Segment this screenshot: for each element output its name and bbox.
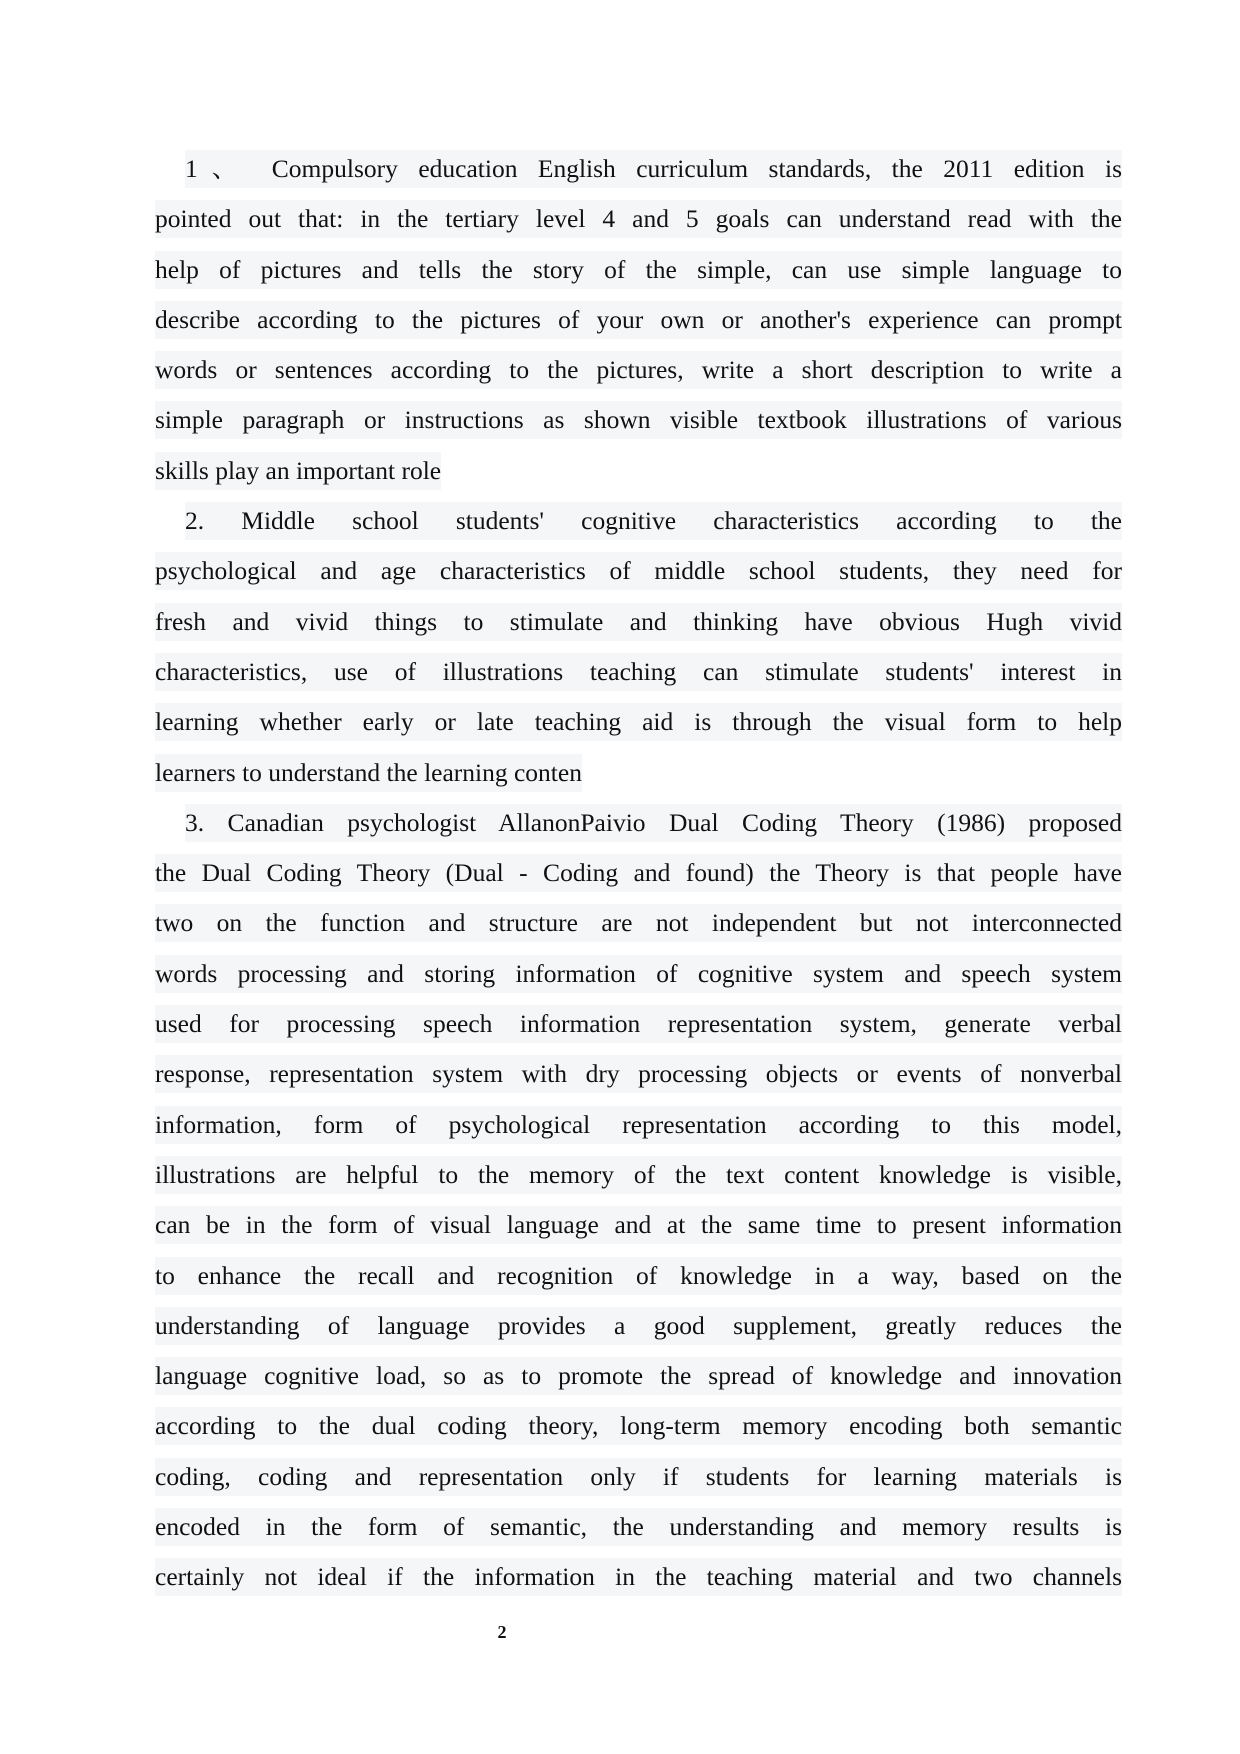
paragraph-1-line-3	[155, 247, 1122, 297]
page-number: 2	[497, 1622, 507, 1642]
text-line: illustrations are helpful to the memory of the text content knowledge is visible,	[155, 1156, 1122, 1194]
text-line: used for processing speech information representation system, generate verbal	[155, 1005, 1122, 1043]
paragraph-3-line-16	[155, 1554, 1122, 1604]
paragraph-3-line-2	[155, 850, 1122, 900]
paragraph-2-line-3	[155, 599, 1122, 649]
paragraph-3-line-7	[155, 1102, 1122, 1152]
paragraph-3-line-6	[155, 1051, 1122, 1101]
text-line: the Dual Coding Theory (Dual - Coding and found) the Theory is that people have	[155, 854, 1122, 892]
paragraph-3-line-5	[155, 1001, 1122, 1051]
text-line: language cognitive load, so as to promote the spread of knowledge and innovation	[155, 1357, 1122, 1395]
paragraph-2-line-2	[155, 548, 1122, 598]
text-line: 3. Canadian psychologist AllanonPaivio Dual Coding Theory (1986) proposed	[185, 804, 1122, 842]
text-line: characteristics, use of illustrations teaching can stimulate students' interest in	[155, 653, 1122, 691]
text-line: understanding of language provides a good supplement, greatly reduces the	[155, 1307, 1122, 1345]
paragraph-3-line-4	[155, 951, 1122, 1001]
paragraph-1-line-6	[155, 397, 1122, 447]
paragraph-2-line-5	[155, 699, 1122, 749]
text-line: skills play an important role	[155, 452, 441, 490]
paragraph-3-line-10	[155, 1253, 1122, 1303]
paragraph-3-line-14	[155, 1454, 1122, 1504]
text-line: can be in the form of visual language and at the same time to present information	[155, 1206, 1122, 1244]
body-text	[155, 146, 1122, 1605]
text-line: simple paragraph or instructions as shown visible textbook illustrations of various	[155, 401, 1122, 439]
text-line: information, form of psychological representation according to this model,	[155, 1106, 1122, 1144]
text-line: to enhance the recall and recognition of knowledge in a way, based on the	[155, 1257, 1122, 1295]
paragraph-3-line-1	[155, 800, 1122, 850]
paragraph-3-line-3	[155, 900, 1122, 950]
paragraph-1-line-2	[155, 196, 1122, 246]
paragraph-2-line-1	[155, 498, 1122, 548]
paragraph-1-line-4	[155, 297, 1122, 347]
text-line: 2. Middle school students' cognitive characteristics according to the	[185, 502, 1122, 540]
text-line: pointed out that: in the tertiary level 4 and 5 goals can understand read with the	[155, 200, 1122, 238]
text-line: describe according to the pictures of your own or another's experience can prompt	[155, 301, 1122, 339]
paragraph-3-line-15	[155, 1504, 1122, 1554]
text-line: words or sentences according to the pictures, write a short description to write a	[155, 351, 1122, 389]
paragraph-1-line-5	[155, 347, 1122, 397]
paragraph-3-line-9	[155, 1202, 1122, 1252]
text-line: 1、 Compulsory education English curriculum standards, the 2011 edition is	[185, 150, 1122, 188]
paragraph-2-line-4	[155, 649, 1122, 699]
text-line: fresh and vivid things to stimulate and thinking have obvious Hugh vivid	[155, 603, 1122, 641]
text-line: encoded in the form of semantic, the understanding and memory results is	[155, 1508, 1122, 1546]
text-line: help of pictures and tells the story of the simple, can use simple language to	[155, 251, 1122, 289]
paragraph-3-line-12	[155, 1353, 1122, 1403]
text-line: psychological and age characteristics of middle school students, they need for	[155, 552, 1122, 590]
text-line: response, representation system with dry processing objects or events of nonverbal	[155, 1055, 1122, 1093]
paragraph-3-line-8	[155, 1152, 1122, 1202]
text-line: two on the function and structure are not independent but not interconnected	[155, 904, 1122, 942]
text-line: learning whether early or late teaching aid is through the visual form to help	[155, 703, 1122, 741]
text-line: words processing and storing information of cognitive system and speech system	[155, 955, 1122, 993]
text-line: learners to understand the learning conten	[155, 754, 582, 792]
text-line: coding, coding and representation only if students for learning materials is	[155, 1458, 1122, 1496]
paragraph-1-line-1	[155, 146, 1122, 196]
paragraph-3-line-13	[155, 1403, 1122, 1453]
text-line: according to the dual coding theory, long-term memory encoding both semantic	[155, 1407, 1122, 1445]
paragraph-1-line-7	[155, 448, 1122, 498]
text-line: certainly not ideal if the information in the teaching material and two channels	[155, 1558, 1122, 1596]
paragraph-2-line-6	[155, 750, 1122, 800]
paragraph-3-line-11	[155, 1303, 1122, 1353]
